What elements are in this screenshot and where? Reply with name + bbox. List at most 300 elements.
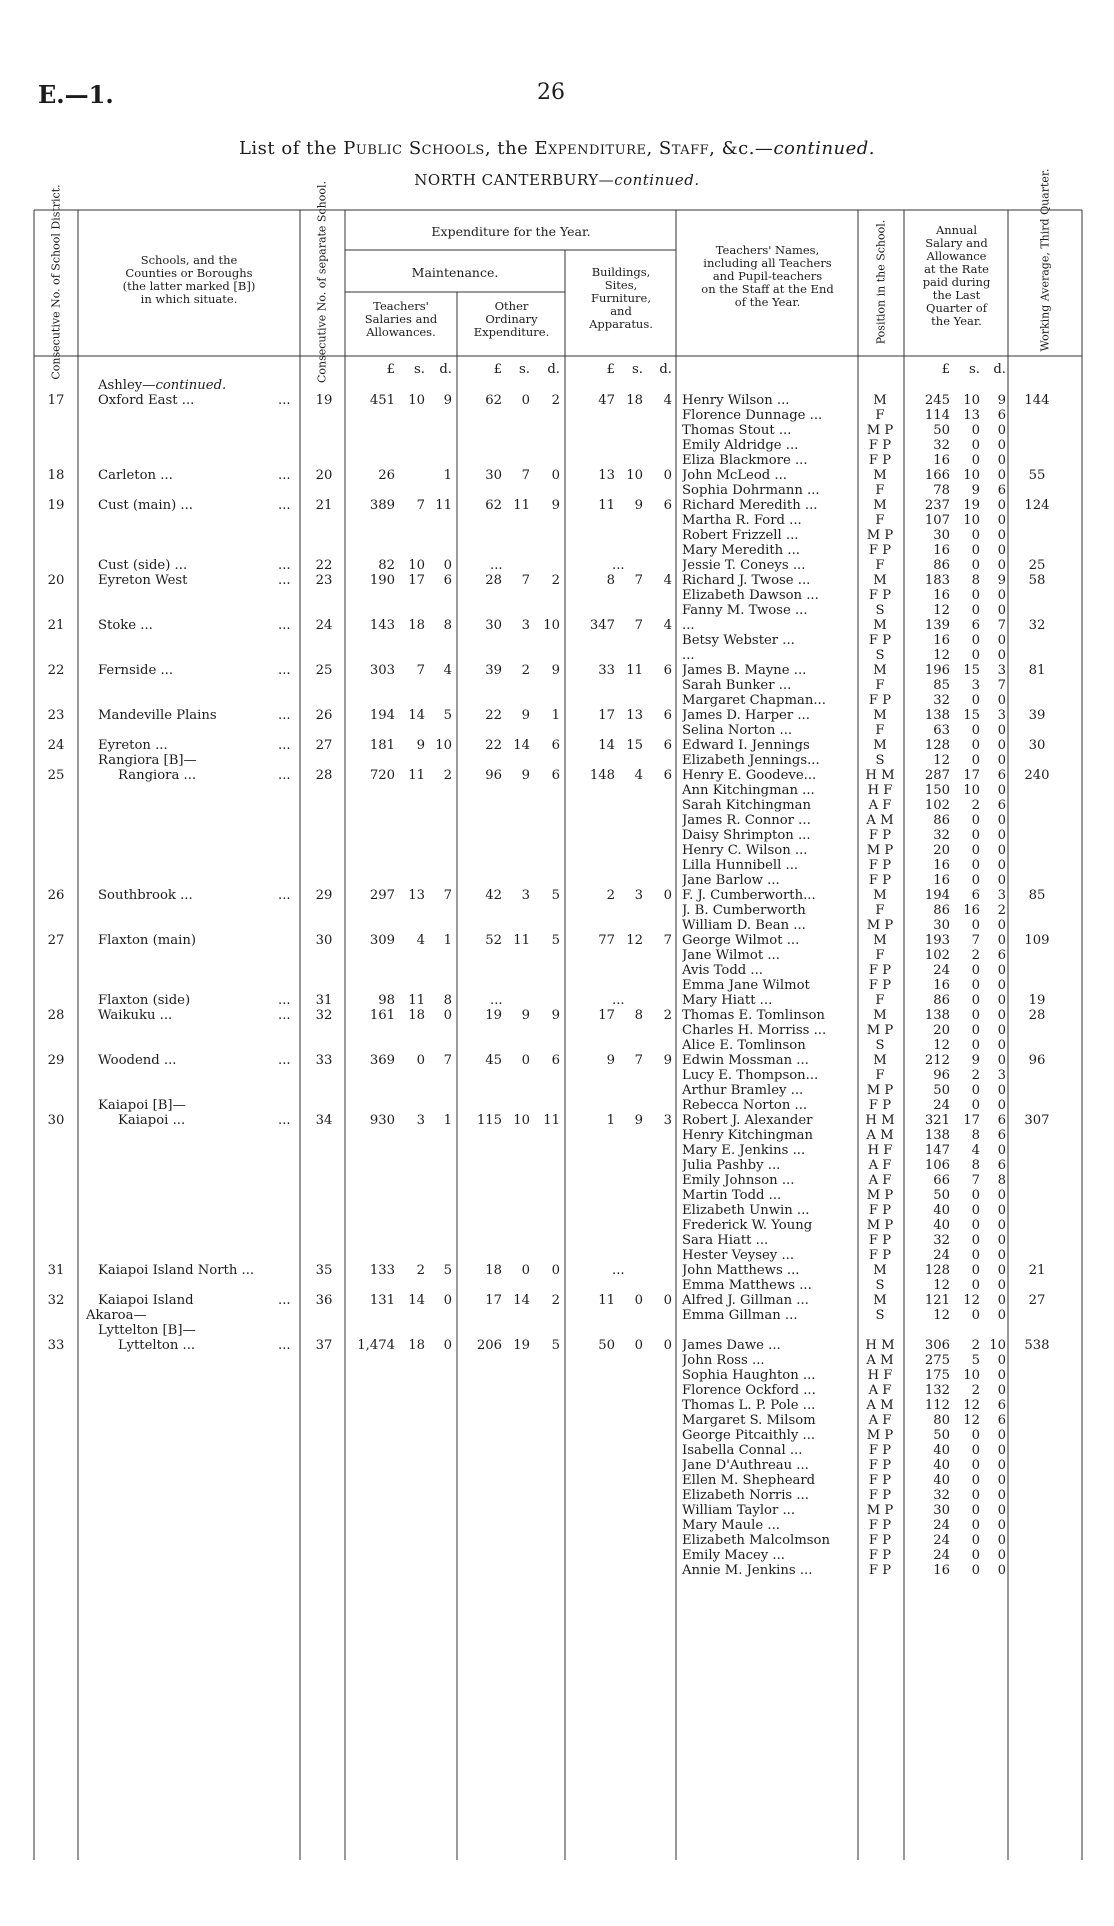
annual-salary-pounds: 16 [933, 1563, 950, 1578]
other-expenditure-amount-shillings: 14 [513, 1293, 530, 1308]
other-expenditure-amount-shillings: 11 [513, 933, 530, 948]
table-row [0, 1548, 1114, 1563]
table-row [0, 393, 1114, 408]
col-header-expenditure: Expenditure for the Year. [431, 224, 591, 239]
buildings-amount-shillings: 8 [634, 1008, 643, 1023]
teacher-position: F P [868, 1233, 892, 1248]
teacher-position: M [873, 1008, 887, 1023]
table-row [0, 798, 1114, 813]
buildings-amount-pence: 4 [663, 393, 672, 408]
annual-salary-pounds: 24 [933, 1548, 950, 1563]
district-number: 33 [47, 1338, 65, 1353]
table-row [0, 663, 1114, 678]
buildings-amount-pence: 0 [663, 888, 672, 903]
teacher-name: Florence Ockford ... [682, 1383, 816, 1398]
col-header-salary-line: Quarter of [926, 301, 987, 315]
annual-salary-pence: 0 [997, 528, 1006, 543]
annual-salary-pence: 0 [997, 498, 1006, 513]
annual-salary-pence: 0 [997, 1143, 1006, 1158]
teacher-name: James R. Connor ... [682, 813, 811, 828]
buildings-amount-shillings: 11 [626, 663, 643, 678]
title-continued: continued. [773, 138, 876, 159]
buildings-amount-pounds: 13 [598, 468, 615, 483]
teacher-name: Jane Barlow ... [682, 873, 780, 888]
annual-salary-pounds: 16 [933, 858, 950, 873]
col-header-separate-school-no: Consecutive No. of separate School. [315, 181, 329, 383]
school-name: Kaiapoi Island [98, 1293, 194, 1308]
table-row [0, 1443, 1114, 1458]
salaries-amount-pence: 1 [443, 1113, 452, 1128]
other-expenditure-amount-pounds: 30 [485, 468, 502, 483]
annual-salary-pence: 0 [997, 1233, 1006, 1248]
table-row [0, 873, 1114, 888]
district-number: 27 [47, 933, 65, 948]
teacher-position: F P [868, 1518, 892, 1533]
teacher-position: A M [866, 813, 894, 828]
annual-salary-pounds: 40 [933, 1458, 950, 1473]
annual-salary-pence: 8 [997, 1173, 1006, 1188]
annual-salary-pence: 6 [997, 1158, 1006, 1173]
annual-salary-shillings: 19 [963, 498, 980, 513]
annual-salary-pence: 0 [997, 1188, 1006, 1203]
annual-salary-pounds: 30 [933, 528, 950, 543]
teacher-name: Charles H. Morriss ... [682, 1023, 827, 1038]
other-expenditure-amount-pence: 9 [551, 498, 560, 513]
teacher-name: ... [682, 618, 695, 633]
annual-salary-shillings: 10 [963, 393, 980, 408]
annual-salary-pounds: 121 [924, 1293, 950, 1308]
teacher-name: Elizabeth Jennings... [682, 753, 820, 768]
other-expenditure-amount-shillings: 0 [521, 1263, 530, 1278]
salaries-amount-pounds: 451 [369, 393, 395, 408]
annual-salary-pounds: 106 [924, 1158, 950, 1173]
annual-salary-pence: 0 [997, 753, 1006, 768]
salaries-amount-pounds: 26 [378, 468, 395, 483]
teacher-position: M P [866, 1503, 894, 1518]
salaries-amount-pence: 5 [443, 1263, 452, 1278]
working-average: 30 [1028, 738, 1046, 753]
annual-salary-pence: 0 [997, 1023, 1006, 1038]
salaries-amount-shillings: 11 [408, 768, 425, 783]
annual-salary-pounds: 107 [924, 513, 950, 528]
separate-school-number: 22 [315, 558, 333, 573]
other-expenditure-amount-shillings: 14 [513, 738, 530, 753]
district-number: 31 [47, 1263, 65, 1278]
currency-unit-label: s. [414, 362, 425, 377]
annual-salary-pence: 0 [997, 513, 1006, 528]
col-header-schools-line: in which situate. [140, 292, 238, 306]
annual-salary-shillings: 7 [971, 933, 980, 948]
other-expenditure-amount-pence: 0 [551, 468, 560, 483]
teacher-position: A F [868, 1383, 892, 1398]
annual-salary-shillings: 10 [963, 513, 980, 528]
teacher-name: Thomas L. P. Pole ... [682, 1398, 816, 1413]
other-expenditure-amount-shillings: 3 [521, 618, 530, 633]
teacher-name: Elizabeth Malcolmson [682, 1533, 830, 1548]
working-average: 27 [1028, 1293, 1046, 1308]
table-row [0, 648, 1114, 663]
leader-dots: ... [278, 768, 291, 783]
annual-salary-shillings: 2 [971, 1383, 980, 1398]
teacher-position: F P [868, 963, 892, 978]
district-number: 24 [47, 738, 65, 753]
annual-salary-pence: 0 [997, 738, 1006, 753]
annual-salary-shillings: 0 [971, 1248, 980, 1263]
district-number: 20 [47, 573, 65, 588]
buildings-amount-pence: 6 [663, 498, 672, 513]
page-number: 26 [537, 80, 565, 105]
annual-salary-shillings: 0 [971, 603, 980, 618]
buildings-amount-pence: 6 [663, 738, 672, 753]
teacher-position: F P [868, 828, 892, 843]
school-name: Rangiora [B]— [98, 753, 197, 768]
other-expenditure-amount-shillings: 19 [513, 1338, 530, 1353]
working-average: 21 [1028, 1263, 1046, 1278]
separate-school-number: 35 [315, 1263, 333, 1278]
annual-salary-pounds: 32 [933, 828, 950, 843]
annual-salary-pence: 0 [997, 1053, 1006, 1068]
annual-salary-shillings: 0 [971, 1263, 980, 1278]
school-name: Oxford East ... [98, 393, 195, 408]
separate-school-number: 23 [315, 573, 333, 588]
table-row [0, 543, 1114, 558]
other-expenditure-amount-pounds: 22 [485, 738, 502, 753]
table-row [0, 978, 1114, 993]
district-number: 25 [47, 768, 65, 783]
buildings-amount-pounds: 17 [598, 708, 615, 723]
separate-school-number: 32 [315, 1008, 333, 1023]
salaries-amount-pence: 0 [443, 1293, 452, 1308]
table-row [0, 678, 1114, 693]
annual-salary-pounds: 194 [924, 888, 950, 903]
annual-salary-pence: 0 [997, 1293, 1006, 1308]
school-name: Waikuku ... [98, 1008, 173, 1023]
annual-salary-shillings: 0 [971, 588, 980, 603]
continued-label: continued. [155, 378, 227, 393]
teacher-position: M P [866, 423, 894, 438]
teacher-name: Elizabeth Dawson ... [682, 588, 819, 603]
teacher-position: H M [865, 1113, 895, 1128]
school-name: Cust (side) ... [98, 558, 188, 573]
salaries-amount-pounds: 190 [369, 573, 395, 588]
teacher-position: A F [868, 1173, 892, 1188]
col-header-salary-line: the Last [932, 288, 981, 302]
col-header-buildings-line: Sites, [604, 278, 638, 292]
other-expenditure-amount-pence: 9 [551, 1008, 560, 1023]
table-row [0, 1173, 1114, 1188]
annual-salary-shillings: 10 [963, 468, 980, 483]
teacher-position: F P [868, 1203, 892, 1218]
teacher-name: Sarah Kitchingman [682, 798, 812, 813]
other-expenditure-amount-pence: 5 [551, 888, 560, 903]
annual-salary-pounds: 24 [933, 1098, 950, 1113]
annual-salary-pence: 0 [997, 1518, 1006, 1533]
annual-salary-shillings: 0 [971, 1503, 980, 1518]
buildings-amount-shillings: 18 [626, 393, 643, 408]
teacher-name: Julia Pashby ... [682, 1158, 781, 1173]
col-header-buildings-line: Furniture, [591, 291, 651, 305]
district-number: 21 [47, 618, 65, 633]
buildings-amount-pounds: 33 [598, 663, 615, 678]
teacher-position: F P [868, 1548, 892, 1563]
currency-unit-label: £ [941, 362, 950, 377]
salaries-amount-shillings: 14 [408, 1293, 425, 1308]
annual-salary-shillings: 9 [971, 483, 980, 498]
teacher-position: F P [868, 1563, 892, 1578]
annual-salary-pence: 0 [997, 1083, 1006, 1098]
annual-salary-pence: 0 [997, 438, 1006, 453]
teacher-position: M P [866, 1188, 894, 1203]
salaries-amount-pence: 8 [443, 618, 452, 633]
annual-salary-shillings: 0 [971, 438, 980, 453]
annual-salary-pounds: 245 [924, 393, 950, 408]
buildings-amount-shillings: 15 [626, 738, 643, 753]
teacher-name: Sophia Dohrmann ... [682, 483, 820, 498]
annual-salary-shillings: 8 [971, 573, 980, 588]
table-row [0, 618, 1114, 633]
teacher-position: M [873, 1293, 887, 1308]
other-expenditure-amount-shillings: 0 [521, 1053, 530, 1068]
col-header-buildings-line: Apparatus. [589, 317, 653, 331]
teacher-position: F P [868, 453, 892, 468]
annual-salary-pounds: 40 [933, 1473, 950, 1488]
table-row [0, 513, 1114, 528]
annual-salary-pence: 0 [997, 723, 1006, 738]
separate-school-number: 37 [315, 1338, 333, 1353]
table-row [0, 1158, 1114, 1173]
table-row [0, 828, 1114, 843]
table-row [0, 1308, 1114, 1323]
annual-salary-shillings: 0 [971, 1008, 980, 1023]
working-average: 19 [1028, 993, 1046, 1008]
salaries-amount-shillings: 9 [416, 738, 425, 753]
district-number: 26 [47, 888, 65, 903]
teacher-position: M [873, 708, 887, 723]
teacher-name: Fanny M. Twose ... [682, 603, 808, 618]
teacher-name: Thomas E. Tomlinson [682, 1008, 825, 1023]
buildings-amount-pounds: 9 [606, 1053, 615, 1068]
teacher-position: F [875, 513, 885, 528]
currency-unit-label: s. [632, 362, 643, 377]
annual-salary-shillings: 0 [971, 843, 980, 858]
annual-salary-pounds: 16 [933, 633, 950, 648]
school-name: Eyreton ... [98, 738, 168, 753]
separate-school-number: 21 [315, 498, 333, 513]
buildings-amount-pounds: 50 [598, 1338, 615, 1353]
salaries-amount-pounds: 131 [369, 1293, 395, 1308]
col-header-position: Position in the School. [874, 219, 888, 345]
title-sep-2: , [646, 138, 659, 159]
table-row [0, 1383, 1114, 1398]
teacher-position: M [873, 1263, 887, 1278]
working-average: 240 [1024, 768, 1050, 783]
salaries-amount-pence: 2 [443, 768, 452, 783]
other-expenditure-amount-shillings: 7 [521, 573, 530, 588]
salaries-amount-pence: 6 [443, 573, 452, 588]
table-row [0, 1533, 1114, 1548]
leader-dots: ... [278, 498, 291, 513]
school-name: Akaroa— [86, 1308, 147, 1323]
annual-salary-shillings: 0 [971, 543, 980, 558]
separate-school-number: 33 [315, 1053, 333, 1068]
annual-salary-shillings: 0 [971, 1533, 980, 1548]
other-expenditure-amount-pence: 10 [543, 618, 560, 633]
working-average: 144 [1024, 393, 1050, 408]
annual-salary-pence: 3 [997, 708, 1006, 723]
table-row [0, 993, 1114, 1008]
teacher-position: F P [868, 1533, 892, 1548]
salaries-amount-pence: 1 [443, 468, 452, 483]
annual-salary-pence: 3 [997, 1068, 1006, 1083]
annual-salary-pence: 0 [997, 933, 1006, 948]
teacher-position: F P [868, 1098, 892, 1113]
working-average: 124 [1024, 498, 1050, 513]
teacher-name: Robert J. Alexander [682, 1113, 813, 1128]
annual-salary-pounds: 196 [924, 663, 950, 678]
annual-salary-pence: 6 [997, 798, 1006, 813]
separate-school-number: 19 [315, 393, 333, 408]
teacher-position: M P [866, 918, 894, 933]
annual-salary-shillings: 5 [971, 1353, 980, 1368]
teacher-name: George Wilmot ... [682, 933, 800, 948]
buildings-amount-pounds: 47 [598, 393, 615, 408]
table-row [0, 378, 1114, 393]
teacher-name: Isabella Connal ... [682, 1443, 803, 1458]
annual-salary-pounds: 16 [933, 543, 950, 558]
annual-salary-pounds: 237 [924, 498, 950, 513]
table-row [0, 1278, 1114, 1293]
teacher-name: Margaret S. Milsom [682, 1413, 816, 1428]
teacher-name: Selina Norton ... [682, 723, 793, 738]
col-header-schools-line: (the latter marked [B]) [122, 279, 256, 293]
annual-salary-pounds: 78 [933, 483, 950, 498]
table-row [0, 1428, 1114, 1443]
salaries-amount-pounds: 82 [378, 558, 395, 573]
annual-salary-shillings: 0 [971, 1473, 980, 1488]
annual-salary-pounds: 50 [933, 1428, 950, 1443]
table-row [0, 858, 1114, 873]
teacher-name: Elizabeth Norris ... [682, 1488, 809, 1503]
annual-salary-pence: 3 [997, 888, 1006, 903]
annual-salary-pence: 0 [997, 1038, 1006, 1053]
buildings-amount-shillings: 7 [634, 618, 643, 633]
annual-salary-pounds: 321 [924, 1113, 950, 1128]
annual-salary-pounds: 306 [924, 1338, 950, 1353]
teacher-name: Alfred J. Gillman ... [682, 1293, 809, 1308]
teacher-name: Emma Jane Wilmot [682, 978, 810, 993]
teacher-name: Henry Wilson ... [682, 393, 790, 408]
annual-salary-pence: 3 [997, 663, 1006, 678]
teacher-name: Jane Wilmot ... [682, 948, 780, 963]
title-sep-3: , &c.— [709, 138, 774, 159]
leader-dots: ... [278, 558, 291, 573]
table-row [0, 1248, 1114, 1263]
annual-salary-pounds: 175 [924, 1368, 950, 1383]
currency-unit-label: d. [993, 362, 1006, 377]
teacher-name: John Matthews ... [682, 1263, 800, 1278]
leader-dots: ... [278, 393, 291, 408]
teacher-position: F P [868, 588, 892, 603]
table-row [0, 1293, 1114, 1308]
col-header-salary-line: Allowance [926, 249, 987, 263]
teacher-position: A F [868, 1413, 892, 1428]
teacher-name: Robert Frizzell ... [682, 528, 799, 543]
table-row [0, 1368, 1114, 1383]
table-row [0, 1473, 1114, 1488]
buildings-amount-shillings: 3 [634, 888, 643, 903]
teacher-position: F [875, 678, 885, 693]
buildings-amount-pence: 3 [663, 1113, 672, 1128]
table-row [0, 783, 1114, 798]
teacher-position: F P [868, 1473, 892, 1488]
teacher-name: Alice E. Tomlinson [682, 1038, 806, 1053]
report-reference: E.—1. [38, 80, 114, 109]
leader-dots: ... [278, 468, 291, 483]
teacher-name: Henry C. Wilson ... [682, 843, 808, 858]
teacher-position: M [873, 663, 887, 678]
teacher-position: M [873, 498, 887, 513]
teacher-name: Emily Macey ... [682, 1548, 785, 1563]
annual-salary-pounds: 24 [933, 963, 950, 978]
school-name: Ashley—continued. [98, 378, 227, 393]
annual-salary-shillings: 0 [971, 1548, 980, 1563]
table-row [0, 738, 1114, 753]
salaries-amount-shillings: 10 [408, 393, 425, 408]
buildings-amount-pence: 6 [663, 768, 672, 783]
teacher-position: F P [868, 1488, 892, 1503]
working-average: 85 [1028, 888, 1046, 903]
table-row [0, 408, 1114, 423]
annual-salary-pence: 6 [997, 768, 1006, 783]
annual-salary-shillings: 0 [971, 858, 980, 873]
annual-salary-pounds: 20 [933, 1023, 950, 1038]
other-expenditure-amount-pounds: 22 [485, 708, 502, 723]
district-number: 30 [47, 1113, 65, 1128]
annual-salary-pounds: 12 [933, 1308, 950, 1323]
annual-salary-pounds: 12 [933, 1278, 950, 1293]
annual-salary-pounds: 12 [933, 753, 950, 768]
teacher-name: Ann Kitchingman ... [682, 783, 815, 798]
annual-salary-pounds: 50 [933, 1188, 950, 1203]
annual-salary-pounds: 102 [924, 798, 950, 813]
salaries-amount-pence: 1 [443, 933, 452, 948]
other-expenditure-amount-shillings: 9 [521, 768, 530, 783]
salaries-amount-pounds: 143 [369, 618, 395, 633]
working-average: 538 [1024, 1338, 1050, 1353]
annual-salary-shillings: 2 [971, 948, 980, 963]
annual-salary-pence: 0 [997, 543, 1006, 558]
annual-salary-shillings: 0 [971, 648, 980, 663]
annual-salary-pence: 0 [997, 1353, 1006, 1368]
col-header-salary-line: Annual [935, 223, 978, 237]
teacher-position: M [873, 573, 887, 588]
salaries-amount-shillings: 14 [408, 708, 425, 723]
annual-salary-shillings: 16 [963, 903, 980, 918]
annual-salary-shillings: 15 [963, 663, 980, 678]
annual-salary-pence: 0 [997, 603, 1006, 618]
salaries-amount-shillings: 7 [416, 498, 425, 513]
teacher-position: F [875, 948, 885, 963]
annual-salary-pounds: 138 [924, 1128, 950, 1143]
leader-dots: ... [278, 993, 291, 1008]
currency-unit-label: d. [547, 362, 560, 377]
table-row [0, 498, 1114, 513]
other-expenditure-amount-pence: 0 [551, 1263, 560, 1278]
annual-salary-shillings: 0 [971, 1023, 980, 1038]
annual-salary-pounds: 40 [933, 1443, 950, 1458]
salaries-amount-shillings: 10 [408, 558, 425, 573]
teacher-position: M P [866, 1023, 894, 1038]
